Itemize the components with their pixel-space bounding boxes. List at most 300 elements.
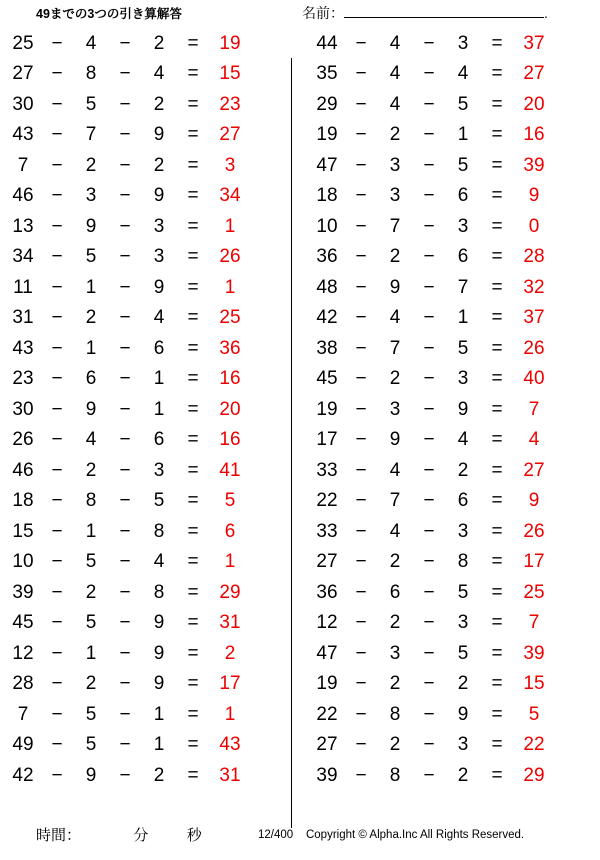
equals-operator: = <box>491 154 503 176</box>
column-divider <box>291 58 292 828</box>
minus-operator: − <box>423 246 435 268</box>
operand-1: 49 <box>12 734 34 756</box>
operand-1: 31 <box>12 307 34 329</box>
minus-operator: − <box>51 32 63 54</box>
minus-operator: − <box>355 612 367 634</box>
operand-2: 1 <box>85 337 97 359</box>
problem-row <box>6 89 296 120</box>
operand-3: 4 <box>153 551 165 573</box>
minus-operator: − <box>51 337 63 359</box>
time-label: 時間： <box>36 827 82 844</box>
problem-row <box>6 59 296 90</box>
answer-value: 1 <box>224 215 236 237</box>
operand-2: 4 <box>85 429 97 451</box>
problem-row <box>310 425 600 456</box>
minus-operator: − <box>51 581 63 603</box>
problem-row <box>6 333 296 364</box>
problem-row <box>310 28 600 59</box>
equals-operator: = <box>491 520 503 542</box>
problem-row <box>6 303 296 334</box>
answer-value: 2 <box>224 642 236 664</box>
problem-row <box>6 486 296 517</box>
problem-row <box>6 181 296 212</box>
operand-1: 23 <box>12 368 34 390</box>
minus-operator: − <box>355 32 367 54</box>
equals-operator: = <box>491 307 503 329</box>
equals-operator: = <box>187 703 199 725</box>
answer-value: 16 <box>219 368 241 390</box>
minus-operator: − <box>355 93 367 115</box>
equals-operator: = <box>491 124 503 146</box>
operand-1: 46 <box>12 185 34 207</box>
minus-operator: − <box>355 703 367 725</box>
operand-2: 3 <box>389 154 401 176</box>
problem-row <box>6 760 296 791</box>
minus-operator: − <box>119 246 131 268</box>
minus-operator: − <box>423 185 435 207</box>
answer-value: 26 <box>219 246 241 268</box>
problem-row <box>6 455 296 486</box>
operand-2: 8 <box>85 63 97 85</box>
minus-operator: − <box>119 124 131 146</box>
operand-1: 28 <box>12 673 34 695</box>
problem-column-left <box>0 28 296 818</box>
operand-1: 26 <box>12 429 34 451</box>
minus-operator: − <box>119 398 131 420</box>
minus-operator: − <box>119 215 131 237</box>
problem-row <box>6 516 296 547</box>
operand-1: 27 <box>12 63 34 85</box>
equals-operator: = <box>187 93 199 115</box>
problem-row <box>6 730 296 761</box>
operand-2: 3 <box>85 185 97 207</box>
answer-value: 7 <box>528 612 540 634</box>
operand-2: 3 <box>389 398 401 420</box>
operand-1: 33 <box>316 520 338 542</box>
operand-2: 1 <box>85 642 97 664</box>
operand-1: 36 <box>316 246 338 268</box>
operand-2: 2 <box>389 612 401 634</box>
equals-operator: = <box>491 551 503 573</box>
operand-1: 19 <box>316 673 338 695</box>
minus-operator: − <box>355 185 367 207</box>
time-record-area <box>36 824 202 845</box>
answer-value: 22 <box>523 734 545 756</box>
minus-operator: − <box>423 459 435 481</box>
minus-operator: − <box>51 368 63 390</box>
minus-operator: − <box>355 673 367 695</box>
minus-operator: − <box>51 93 63 115</box>
operand-3: 8 <box>153 520 165 542</box>
problem-row <box>310 364 600 395</box>
minus-operator: − <box>119 429 131 451</box>
operand-2: 4 <box>389 32 401 54</box>
problem-row <box>310 760 600 791</box>
page-number: 12/400 <box>258 829 294 841</box>
name-label: 名前： <box>302 5 344 21</box>
minus-operator: − <box>423 368 435 390</box>
operand-1: 12 <box>316 612 338 634</box>
operand-2: 2 <box>389 734 401 756</box>
operand-1: 38 <box>316 337 338 359</box>
answer-value: 19 <box>219 32 241 54</box>
problem-row <box>310 608 600 639</box>
minus-operator: − <box>355 764 367 786</box>
minus-operator: − <box>423 520 435 542</box>
operand-2: 8 <box>389 703 401 725</box>
operand-2: 6 <box>85 368 97 390</box>
minus-operator: − <box>51 551 63 573</box>
operand-2: 5 <box>85 93 97 115</box>
equals-operator: = <box>491 429 503 451</box>
operand-3: 5 <box>457 154 469 176</box>
problem-row <box>310 455 600 486</box>
operand-3: 6 <box>153 337 165 359</box>
operand-1: 18 <box>12 490 34 512</box>
operand-3: 4 <box>457 429 469 451</box>
operand-1: 17 <box>316 429 338 451</box>
answer-value: 4 <box>528 429 540 451</box>
answer-value: 28 <box>523 246 545 268</box>
operand-3: 3 <box>153 215 165 237</box>
answer-value: 23 <box>219 93 241 115</box>
minus-operator: − <box>119 581 131 603</box>
operand-2: 2 <box>389 368 401 390</box>
minus-operator: − <box>51 612 63 634</box>
equals-operator: = <box>491 581 503 603</box>
problem-row <box>6 272 296 303</box>
equals-operator: = <box>187 673 199 695</box>
equals-operator: = <box>187 581 199 603</box>
name-input-line[interactable] <box>344 2 544 18</box>
answer-value: 26 <box>523 520 545 542</box>
minus-operator: − <box>355 551 367 573</box>
equals-operator: = <box>187 520 199 542</box>
operand-2: 8 <box>389 764 401 786</box>
operand-2: 9 <box>85 215 97 237</box>
minus-operator: − <box>51 490 63 512</box>
answer-value: 1 <box>224 551 236 573</box>
answer-value: 29 <box>219 581 241 603</box>
minus-operator: − <box>51 215 63 237</box>
operand-3: 6 <box>457 490 469 512</box>
operand-3: 1 <box>153 368 165 390</box>
operand-3: 1 <box>153 703 165 725</box>
minus-operator: − <box>355 276 367 298</box>
minus-operator: − <box>119 734 131 756</box>
operand-1: 33 <box>316 459 338 481</box>
equals-operator: = <box>187 307 199 329</box>
minus-operator: − <box>51 185 63 207</box>
problem-row <box>310 89 600 120</box>
answer-value: 26 <box>523 337 545 359</box>
problem-row <box>6 211 296 242</box>
answer-value: 1 <box>224 276 236 298</box>
answer-value: 25 <box>219 307 241 329</box>
operand-1: 19 <box>316 398 338 420</box>
answer-value: 36 <box>219 337 241 359</box>
minus-operator: − <box>119 551 131 573</box>
answer-value: 16 <box>523 124 545 146</box>
operand-1: 13 <box>12 215 34 237</box>
problem-row <box>310 120 600 151</box>
problem-column-right <box>296 28 600 818</box>
answer-value: 32 <box>523 276 545 298</box>
operand-2: 2 <box>85 154 97 176</box>
problem-row <box>310 547 600 578</box>
operand-3: 9 <box>153 276 165 298</box>
operand-1: 30 <box>12 93 34 115</box>
equals-operator: = <box>187 764 199 786</box>
minus-operator: − <box>423 276 435 298</box>
operand-3: 1 <box>153 398 165 420</box>
operand-3: 4 <box>457 63 469 85</box>
equals-operator: = <box>187 124 199 146</box>
equals-operator: = <box>491 398 503 420</box>
answer-value: 27 <box>219 124 241 146</box>
minus-operator: − <box>355 337 367 359</box>
minus-operator: − <box>355 520 367 542</box>
operand-2: 4 <box>389 63 401 85</box>
answer-value: 0 <box>528 215 540 237</box>
operand-3: 2 <box>153 93 165 115</box>
operand-2: 7 <box>389 337 401 359</box>
minus-operator: − <box>423 32 435 54</box>
answer-value: 5 <box>224 490 236 512</box>
minus-operator: − <box>119 703 131 725</box>
problem-row <box>310 638 600 669</box>
operand-1: 46 <box>12 459 34 481</box>
operand-1: 12 <box>12 642 34 664</box>
equals-operator: = <box>187 215 199 237</box>
minus-operator: − <box>119 642 131 664</box>
operand-3: 9 <box>457 398 469 420</box>
operand-1: 10 <box>316 215 338 237</box>
problem-row <box>6 28 296 59</box>
operand-3: 3 <box>153 246 165 268</box>
answer-value: 43 <box>219 734 241 756</box>
operand-1: 45 <box>316 368 338 390</box>
operand-1: 47 <box>316 154 338 176</box>
equals-operator: = <box>491 459 503 481</box>
problem-row <box>310 577 600 608</box>
operand-1: 35 <box>316 63 338 85</box>
operand-1: 10 <box>12 551 34 573</box>
operand-2: 2 <box>85 459 97 481</box>
operand-2: 2 <box>389 551 401 573</box>
operand-1: 25 <box>12 32 34 54</box>
operand-3: 2 <box>457 459 469 481</box>
minus-operator: − <box>51 642 63 664</box>
operand-3: 9 <box>153 612 165 634</box>
operand-1: 27 <box>316 734 338 756</box>
operand-1: 47 <box>316 642 338 664</box>
operand-2: 5 <box>85 551 97 573</box>
operand-3: 3 <box>457 734 469 756</box>
equals-operator: = <box>491 276 503 298</box>
equals-operator: = <box>491 764 503 786</box>
problem-row <box>310 730 600 761</box>
problem-row <box>6 577 296 608</box>
answer-value: 40 <box>523 368 545 390</box>
minus-operator: − <box>119 673 131 695</box>
name-field-area <box>302 2 548 23</box>
operand-3: 1 <box>457 124 469 146</box>
minus-operator: − <box>423 63 435 85</box>
minus-operator: − <box>119 520 131 542</box>
operand-2: 4 <box>85 32 97 54</box>
answer-value: 9 <box>528 185 540 207</box>
operand-1: 42 <box>12 764 34 786</box>
operand-2: 5 <box>85 246 97 268</box>
minus-operator: − <box>423 307 435 329</box>
answer-value: 34 <box>219 185 241 207</box>
minus-operator: − <box>119 764 131 786</box>
equals-operator: = <box>491 703 503 725</box>
equals-operator: = <box>491 246 503 268</box>
answer-value: 29 <box>523 764 545 786</box>
operand-2: 9 <box>389 276 401 298</box>
equals-operator: = <box>491 612 503 634</box>
operand-3: 2 <box>457 764 469 786</box>
copyright-text: Copyright © Alpha.Inc All Rights Reserved. <box>305 829 525 841</box>
answer-value: 20 <box>219 398 241 420</box>
operand-3: 3 <box>457 368 469 390</box>
operand-3: 8 <box>457 551 469 573</box>
operand-1: 36 <box>316 581 338 603</box>
operand-1: 44 <box>316 32 338 54</box>
minus-operator: − <box>51 276 63 298</box>
operand-3: 6 <box>153 429 165 451</box>
answer-value: 3 <box>224 154 236 176</box>
operand-3: 4 <box>153 63 165 85</box>
minus-operator: − <box>119 459 131 481</box>
minus-operator: − <box>355 215 367 237</box>
operand-3: 5 <box>457 581 469 603</box>
page-title: 49までの3つの引き算解答 <box>36 7 182 21</box>
problem-row <box>310 699 600 730</box>
problem-row <box>310 516 600 547</box>
equals-operator: = <box>187 612 199 634</box>
minus-operator: − <box>355 307 367 329</box>
operand-2: 5 <box>85 703 97 725</box>
answer-value: 17 <box>219 673 241 695</box>
operand-2: 4 <box>389 93 401 115</box>
answer-value: 15 <box>523 673 545 695</box>
equals-operator: = <box>491 337 503 359</box>
operand-3: 3 <box>457 520 469 542</box>
page-footer <box>0 824 600 852</box>
problem-row <box>310 486 600 517</box>
operand-3: 3 <box>153 459 165 481</box>
answer-value: 39 <box>523 154 545 176</box>
minus-operator: − <box>51 459 63 481</box>
minus-operator: − <box>423 612 435 634</box>
equals-operator: = <box>187 185 199 207</box>
equals-operator: = <box>187 154 199 176</box>
operand-1: 48 <box>316 276 338 298</box>
problem-row <box>310 394 600 425</box>
minus-operator: − <box>355 490 367 512</box>
operand-1: 39 <box>316 764 338 786</box>
minus-operator: − <box>423 581 435 603</box>
minus-operator: − <box>423 673 435 695</box>
operand-1: 18 <box>316 185 338 207</box>
operand-2: 2 <box>85 581 97 603</box>
operand-2: 4 <box>389 520 401 542</box>
minutes-label: 分 <box>133 827 149 844</box>
equals-operator: = <box>187 490 199 512</box>
equals-operator: = <box>187 734 199 756</box>
operand-3: 9 <box>153 642 165 664</box>
minus-operator: − <box>423 398 435 420</box>
problem-row <box>6 547 296 578</box>
minus-operator: − <box>119 32 131 54</box>
operand-2: 3 <box>389 185 401 207</box>
problem-row <box>6 638 296 669</box>
operand-3: 3 <box>457 612 469 634</box>
equals-operator: = <box>187 63 199 85</box>
operand-3: 9 <box>153 673 165 695</box>
minus-operator: − <box>423 93 435 115</box>
minus-operator: − <box>423 734 435 756</box>
operand-3: 4 <box>153 307 165 329</box>
problem-row <box>6 242 296 273</box>
minus-operator: − <box>51 429 63 451</box>
operand-1: 22 <box>316 703 338 725</box>
operand-2: 2 <box>389 124 401 146</box>
minus-operator: − <box>423 551 435 573</box>
answer-value: 31 <box>219 612 241 634</box>
operand-3: 2 <box>153 154 165 176</box>
answer-value: 27 <box>523 63 545 85</box>
minus-operator: − <box>51 520 63 542</box>
operand-2: 2 <box>389 246 401 268</box>
minus-operator: − <box>119 154 131 176</box>
equals-operator: = <box>187 551 199 573</box>
operand-1: 15 <box>12 520 34 542</box>
operand-3: 9 <box>153 185 165 207</box>
problem-row <box>310 333 600 364</box>
operand-2: 4 <box>389 307 401 329</box>
minus-operator: − <box>51 703 63 725</box>
operand-2: 9 <box>85 764 97 786</box>
operand-3: 8 <box>153 581 165 603</box>
operand-2: 7 <box>389 215 401 237</box>
minus-operator: − <box>423 703 435 725</box>
problem-row <box>310 150 600 181</box>
operand-3: 5 <box>457 93 469 115</box>
problem-row <box>6 364 296 395</box>
minus-operator: − <box>355 459 367 481</box>
operand-3: 9 <box>457 703 469 725</box>
equals-operator: = <box>187 337 199 359</box>
equals-operator: = <box>187 32 199 54</box>
page-header <box>0 0 600 30</box>
answer-value: 7 <box>528 398 540 420</box>
problem-row <box>310 272 600 303</box>
minus-operator: − <box>51 154 63 176</box>
operand-1: 45 <box>12 612 34 634</box>
equals-operator: = <box>491 490 503 512</box>
answer-value: 39 <box>523 642 545 664</box>
operand-3: 2 <box>153 32 165 54</box>
equals-operator: = <box>187 368 199 390</box>
operand-1: 7 <box>17 703 29 725</box>
operand-1: 22 <box>316 490 338 512</box>
answer-value: 20 <box>523 93 545 115</box>
minus-operator: − <box>423 642 435 664</box>
